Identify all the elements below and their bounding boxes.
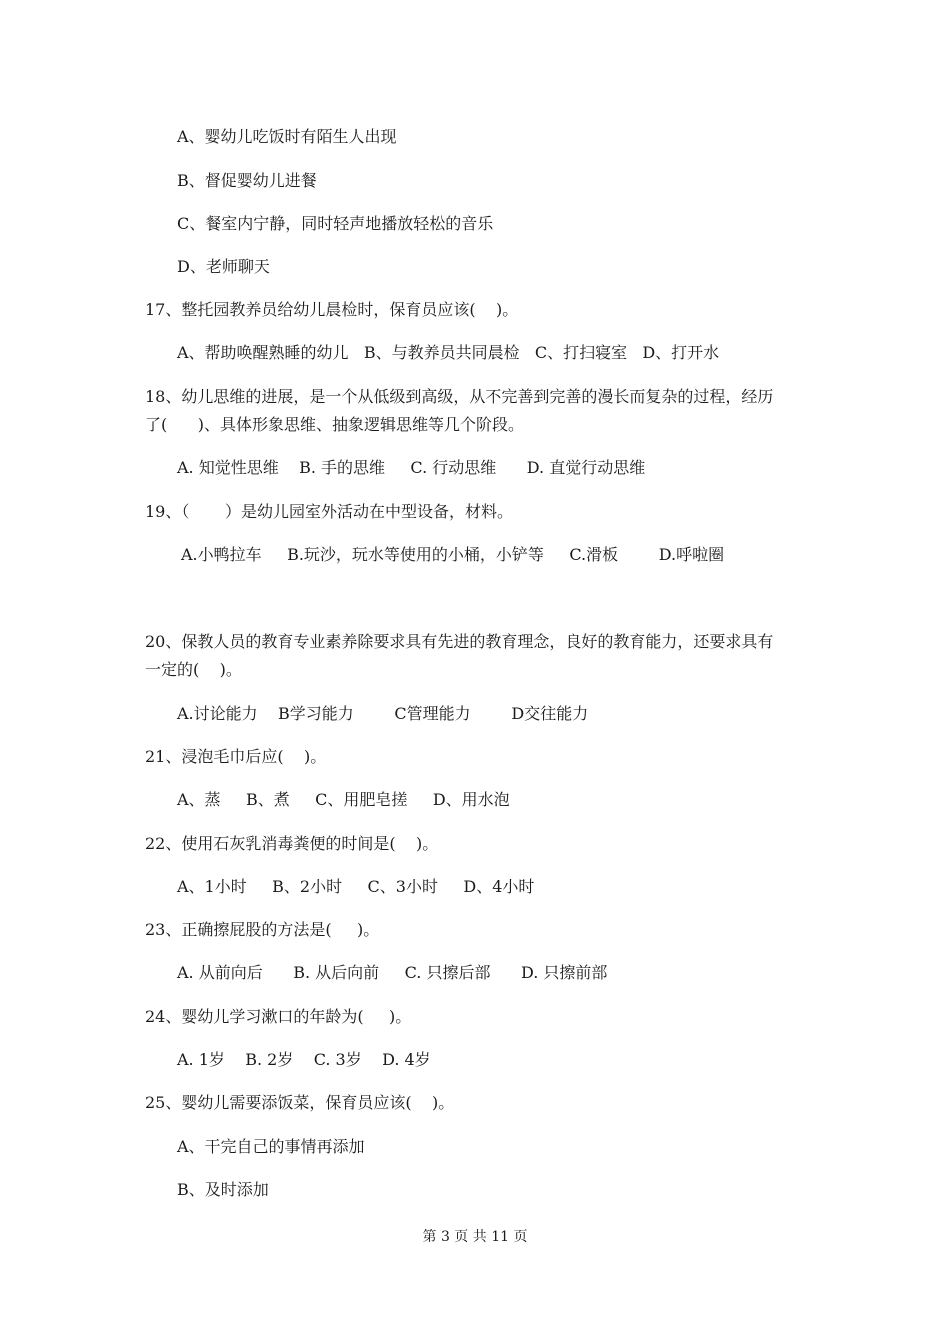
q22-options: A、1小时 B、2小时 C、3小时 D、4小时 bbox=[177, 877, 535, 896]
q20-options: A.讨论能力 B学习能力 C管理能力 D交往能力 bbox=[177, 704, 589, 723]
q16-option-c: C、餐室内宁静，同时轻声地播放轻松的音乐 bbox=[177, 214, 494, 233]
question-24: 24、婴幼儿学习漱口的年龄为( )。 bbox=[145, 1007, 412, 1026]
q21-options: A、蒸 B、煮 C、用肥皂搓 D、用水泡 bbox=[177, 790, 510, 809]
q18-options: A. 知觉性思维 B. 手的思维 C. 行动思维 D. 直觉行动思维 bbox=[177, 458, 646, 477]
q16-option-d: D、老师聊天 bbox=[177, 257, 270, 276]
question-19: 19、（ ）是幼儿园室外活动在中型设备，材料。 bbox=[145, 502, 513, 521]
question-20-line-2: 一定的( )。 bbox=[145, 660, 242, 679]
q17-options: A、帮助唤醒熟睡的幼儿 B、与教养员共同晨检 C、打扫寝室 D、打开水 bbox=[177, 343, 720, 362]
q23-options: A. 从前向后 B. 从后向前 C. 只擦后部 D. 只擦前部 bbox=[177, 963, 608, 982]
question-17: 17、整托园教养员给幼儿晨检时，保育员应该( )。 bbox=[145, 300, 519, 319]
q24-options: A. 1岁 B. 2岁 C. 3岁 D. 4岁 bbox=[177, 1050, 431, 1069]
page-footer: 第 3 页 共 11 页 bbox=[422, 1229, 528, 1245]
q19-options: A.小鸭拉车 B.玩沙，玩水等使用的小桶，小铲等 C.滑板 D.呼啦圈 bbox=[181, 545, 725, 564]
question-21: 21、浸泡毛巾后应( )。 bbox=[145, 747, 327, 766]
q16-option-a: A、婴幼儿吃饭时有陌生人出现 bbox=[177, 127, 397, 146]
q25-option-b: B、及时添加 bbox=[177, 1180, 269, 1199]
question-25: 25、婴幼儿需要添饭菜，保育员应该( )。 bbox=[145, 1093, 455, 1112]
question-18-line-2: 了( )、具体形象思维、抽象逻辑思维等几个阶段。 bbox=[145, 415, 525, 434]
q25-option-a: A、干完自己的事情再添加 bbox=[177, 1137, 365, 1156]
question-23: 23、正确擦屁股的方法是( )。 bbox=[145, 920, 380, 939]
question-18-line-1: 18、幼儿思维的进展，是一个从低级到高级，从不完善到完善的漫长而复杂的过程，经历 bbox=[145, 387, 774, 406]
question-20-line-1: 20、保教人员的教育专业素养除要求具有先进的教育理念，良好的教育能力，还要求具有 bbox=[145, 632, 774, 651]
question-22: 22、使用石灰乳消毒粪便的时间是( )。 bbox=[145, 834, 439, 853]
q16-option-b: B、督促婴幼儿进餐 bbox=[177, 171, 317, 190]
